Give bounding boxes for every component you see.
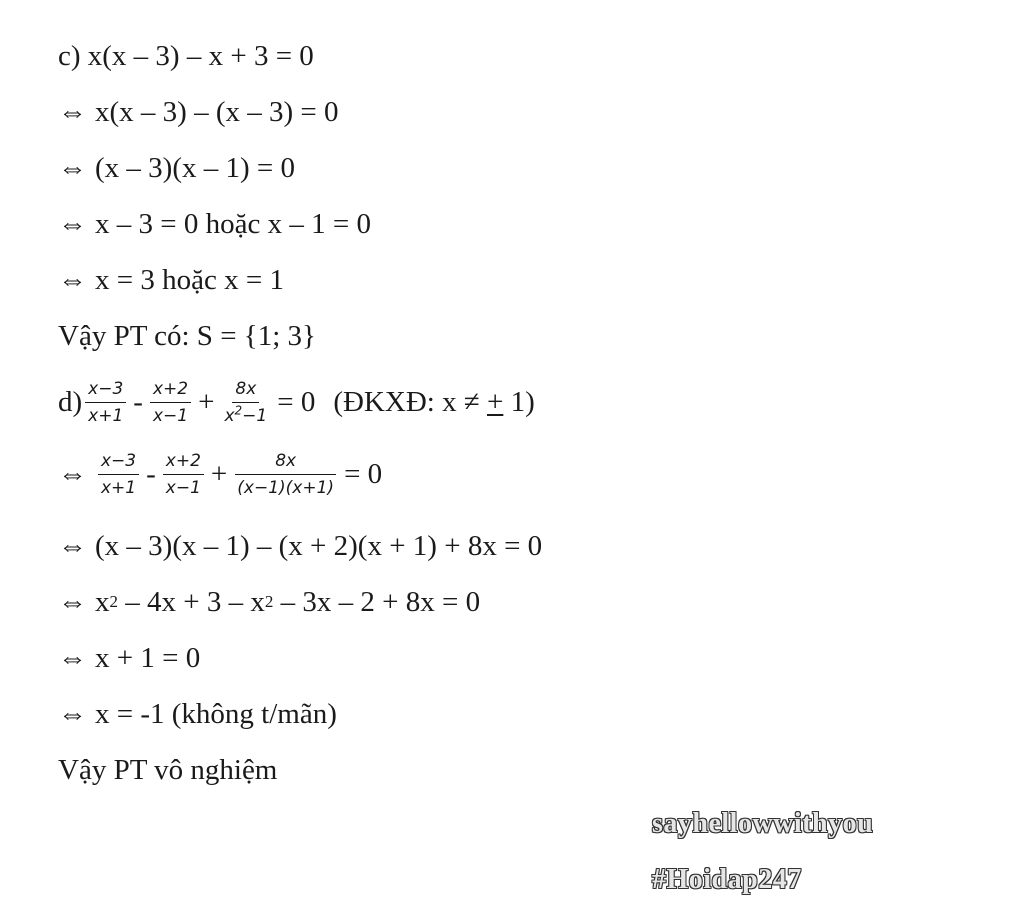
line-d-equation [58,370,535,434]
fraction-denominator: x+1 [88,405,124,426]
equivalence-symbol: ⇔ [58,586,87,618]
line-d-step-1 [58,442,382,506]
fraction-numerator: 8x [232,378,259,403]
equation-text: x = 3 hoặc x = 1 [95,264,284,296]
minus-sign: - [146,458,156,490]
fraction-numerator: x−3 [85,378,126,403]
exponent: 2 [234,402,243,417]
equation-text-b: – 4x + 3 – x [118,586,265,618]
conclusion-text: Vậy PT có: S = {1; 3} [58,320,316,352]
line-c-step-4 [58,260,284,300]
fraction-1 [85,378,126,427]
condition-prefix: (ĐKXĐ: x ≠ [333,386,487,418]
line-d-step-4 [58,638,200,678]
fraction-2 [163,450,204,499]
equals-zero: = 0 [344,458,383,490]
fraction-numerator: x−3 [98,450,139,475]
equivalence-symbol: ⇔ [58,642,87,674]
equivalence-symbol: ⇔ [58,152,87,184]
equation-text: c) x(x – 3) – x + 3 = 0 [58,40,314,72]
fraction-denominator: x−1 [152,405,189,426]
equivalence-symbol: ⇔ [58,96,87,128]
equation-text: x = -1 (không t/mãn) [95,698,337,730]
equation-text: x + 1 = 0 [95,642,201,674]
fraction-denominator: x−1 [165,477,201,498]
plus-sign: + [210,458,228,490]
minus-sign: - [133,386,143,418]
equals-zero: = 0 [277,386,316,418]
fraction-numerator: x+2 [150,378,191,403]
condition-suffix: 1) [503,386,535,418]
conclusion-text: Vậy PT vô nghiệm [58,754,278,786]
equation-text-c: – 3x – 2 + 8x = 0 [273,586,481,618]
signature-hashtag: #Hoidap247 [652,864,802,895]
equation-text: (x – 3)(x – 1) = 0 [95,152,295,184]
part-label: d) [58,386,83,418]
fraction-numerator: 8x [235,450,336,475]
plus-minus-sign: + [486,386,504,418]
equation-text-a: x [95,586,110,618]
line-c-conclusion [58,316,316,356]
equivalence-symbol: ⇔ [58,458,87,490]
fraction-denominator: x+1 [101,477,137,498]
equation-text: (x – 3)(x – 1) – (x + 2)(x + 1) + 8x = 0 [95,530,543,562]
equivalence-symbol: ⇔ [58,208,87,240]
line-c-step-3 [58,204,371,244]
fraction-3 [234,450,337,499]
equation-text: x(x – 3) – (x – 3) = 0 [95,96,339,128]
denominator-tail: −1 [242,405,268,426]
fraction-1 [98,450,139,499]
equivalence-symbol: ⇔ [58,698,87,730]
fraction-numerator: x+2 [163,450,204,475]
fraction-3 [221,378,270,427]
equation-text: x – 3 = 0 hoặc x – 1 = 0 [95,208,371,240]
line-c-step-1 [58,92,338,132]
line-d-step-5 [58,694,337,734]
line-c-equation [58,36,314,76]
fraction-denominator: (x−1)(x+1) [237,477,335,498]
line-d-conclusion [58,750,277,790]
fraction-2 [150,378,191,427]
equivalence-symbol: ⇔ [58,530,87,562]
denominator-base: x [224,405,235,426]
signature-username: sayhellowwithyou [652,808,874,839]
line-c-step-2 [58,148,295,188]
equivalence-symbol: ⇔ [58,264,87,296]
line-d-step-3: ⇔ x 2 – 4x + 3 – x 2 – 3x – 2 + 8x = 0 [58,582,480,622]
line-d-step-2 [58,526,542,566]
fraction-denominator [221,403,270,427]
plus-sign: + [198,386,215,418]
